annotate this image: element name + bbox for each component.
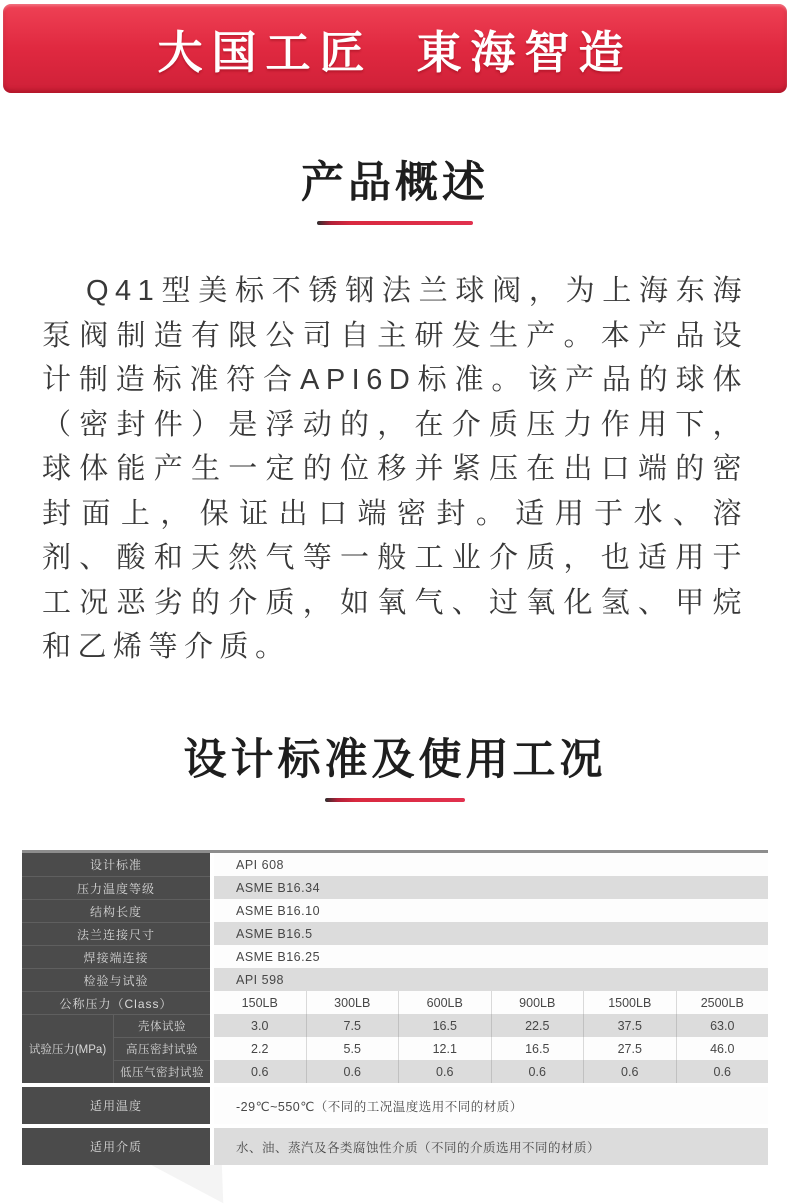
test-pressure-values: [214, 1014, 768, 1083]
class-value: 1500LB: [583, 991, 676, 1014]
pressure-value: 0.6: [676, 1060, 769, 1083]
row-value: API 598: [214, 968, 768, 991]
class-value: 150LB: [241, 995, 278, 1010]
row-label: 焊接端连接: [22, 945, 210, 968]
class-value: 2500LB: [676, 991, 769, 1014]
pressure-value: 0.6: [306, 1060, 399, 1083]
pressure-value: 2.2: [251, 1041, 269, 1056]
pressure-value: 5.5: [306, 1037, 399, 1060]
row-value: -29℃~550℃（不同的工况温度选用不同的材质）: [214, 1087, 768, 1124]
pressure-value: 63.0: [676, 1014, 769, 1037]
test-pressure-sublabels: [113, 1014, 210, 1083]
row-label: 公称压力（Class）: [22, 991, 210, 1014]
row-label: 检验与试验: [22, 968, 210, 991]
row-label: 适用温度: [22, 1087, 210, 1124]
pressure-value: 16.5: [398, 1014, 491, 1037]
row-value: ASME B16.10: [214, 899, 768, 922]
row-value: API 608: [214, 853, 768, 876]
class-value: 300LB: [306, 991, 399, 1014]
pressure-value: 16.5: [491, 1037, 584, 1060]
design-section-title: 设计标准及使用工况: [183, 735, 607, 784]
table-row: [214, 1060, 768, 1083]
row-value: ASME B16.5: [214, 922, 768, 945]
pressure-value: 46.0: [676, 1037, 769, 1060]
table-row-media: [22, 1128, 768, 1165]
table-row: [22, 945, 768, 968]
pressure-value: 22.5: [491, 1014, 584, 1037]
table-row: [22, 899, 768, 922]
class-value: 900LB: [491, 991, 584, 1014]
table-row: [214, 1014, 768, 1037]
class-values: [214, 991, 768, 1014]
table-row-pressure-class: [22, 991, 768, 1014]
sub-row-label: 高压密封试验: [114, 1037, 210, 1060]
row-label: 设计标准: [22, 853, 210, 876]
test-pressure-label: 试验压力(MPa): [22, 1014, 113, 1083]
pressure-value: 0.6: [251, 1064, 269, 1079]
pressure-value: 0.6: [491, 1060, 584, 1083]
brand-banner: [3, 4, 787, 93]
table-row: [22, 922, 768, 945]
row-value: ASME B16.25: [214, 945, 768, 968]
table-row: [22, 876, 768, 899]
sub-row-label: 壳体试验: [114, 1014, 210, 1037]
pressure-value: 37.5: [583, 1014, 676, 1037]
test-pressure-section: [22, 1014, 768, 1083]
spec-table: [22, 850, 768, 1165]
table-row-temperature: [22, 1087, 768, 1124]
table-row: [22, 853, 768, 876]
pressure-value: 0.6: [398, 1060, 491, 1083]
pressure-value: 12.1: [398, 1037, 491, 1060]
row-value: ASME B16.34: [214, 876, 768, 899]
pressure-value: 3.0: [251, 1018, 269, 1033]
row-label: 结构长度: [22, 899, 210, 922]
brand-slogan: 大国工匠 東海智造: [157, 27, 633, 78]
table-row: [214, 1037, 768, 1060]
overview-section-title: 产品概述: [301, 159, 489, 207]
class-value: 600LB: [398, 991, 491, 1014]
pressure-value: 7.5: [306, 1014, 399, 1037]
row-label: 法兰连接尺寸: [22, 922, 210, 945]
table-row: [22, 968, 768, 991]
heading-underline: [325, 798, 465, 802]
pressure-value: 0.6: [583, 1060, 676, 1083]
overview-paragraph: Q41型美标不锈钢法兰球阀，为上海东海泵阀制造有限公司自主研发生产。本产品设计制造标准符合API6D标准。该产品的球体（密封件）是浮动的，在介质压力作用下，球体能产生一定的位移并紧压在出口端的密封面上，保证出口端密封。适用于水、溶剂、酸和天然气等一般工业介质，也适用于工况恶劣的介质，如氧气、过氧化氢、甲烷和乙烯等介质。: [42, 275, 748, 664]
pressure-value: 27.5: [583, 1037, 676, 1060]
heading-underline: [317, 221, 473, 225]
row-label: 适用介质: [22, 1128, 210, 1165]
row-label: 压力温度等级: [22, 876, 210, 899]
sub-row-label: 低压气密封试验: [114, 1060, 210, 1083]
row-value: 水、油、蒸汽及各类腐蚀性介质（不同的介质选用不同的材质）: [214, 1128, 768, 1165]
